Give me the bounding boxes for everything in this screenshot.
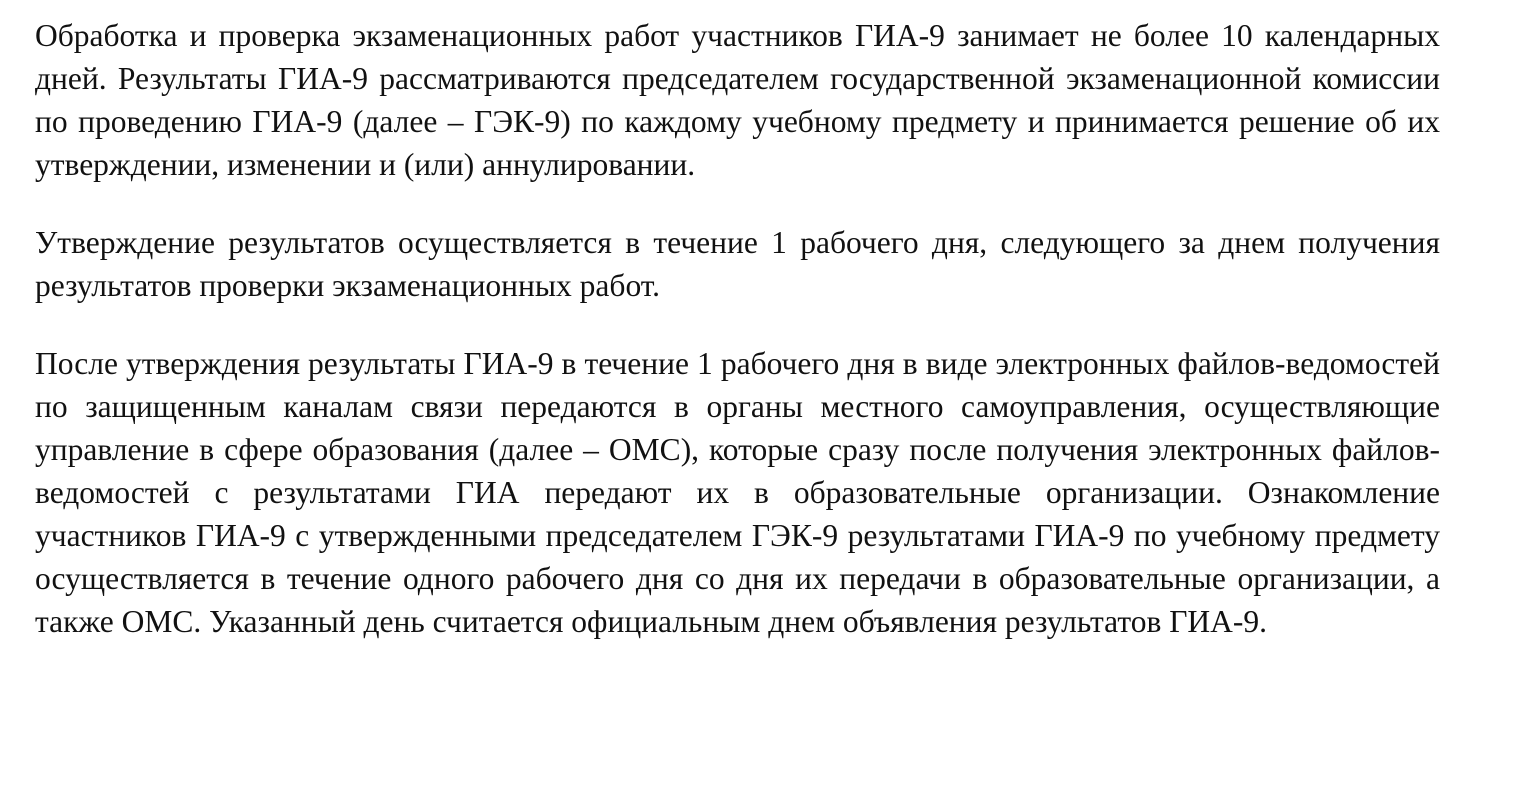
document-page: [35, 14, 1440, 643]
paragraph-processing-results: Обработка и проверка экзаменационных работ участников ГИА-9 занимает не более 10 календарных дней. Результаты ГИА-9 рассматриваются председателем государственной экзаменационной комиссии по проведению ГИА-9 (далее – ГЭК-9) по каждому учебному предмету и принимается решение об их утверждении, изменении и (или) аннулировании.: [35, 18, 1440, 182]
paragraph-approval-of-results: Утверждение результатов осуществляется в течение 1 рабочего дня, следующего за днем получения результатов проверки экзаменационных работ.: [35, 225, 1440, 303]
paragraph-transfer-and-announcement: После утверждения результаты ГИА-9 в течение 1 рабочего дня в виде электронных файлов-ведомостей по защищенным каналам связи передаются в органы местного самоуправления, осуществляющие управление в сфере образования (далее – ОМС), которые сразу после получения электронных файлов-ведомостей с результатами ГИА передают их в образовательные организации. Ознакомление участников ГИА-9 с утвержденными председателем ГЭК-9 результатами ГИА-9 по учебному предмету осуществляется в течение одного рабочего дня со дня их передачи в образовательные организации, а также ОМС. Указанный день считается официальным днем объявления результатов ГИА-9.: [35, 346, 1440, 639]
